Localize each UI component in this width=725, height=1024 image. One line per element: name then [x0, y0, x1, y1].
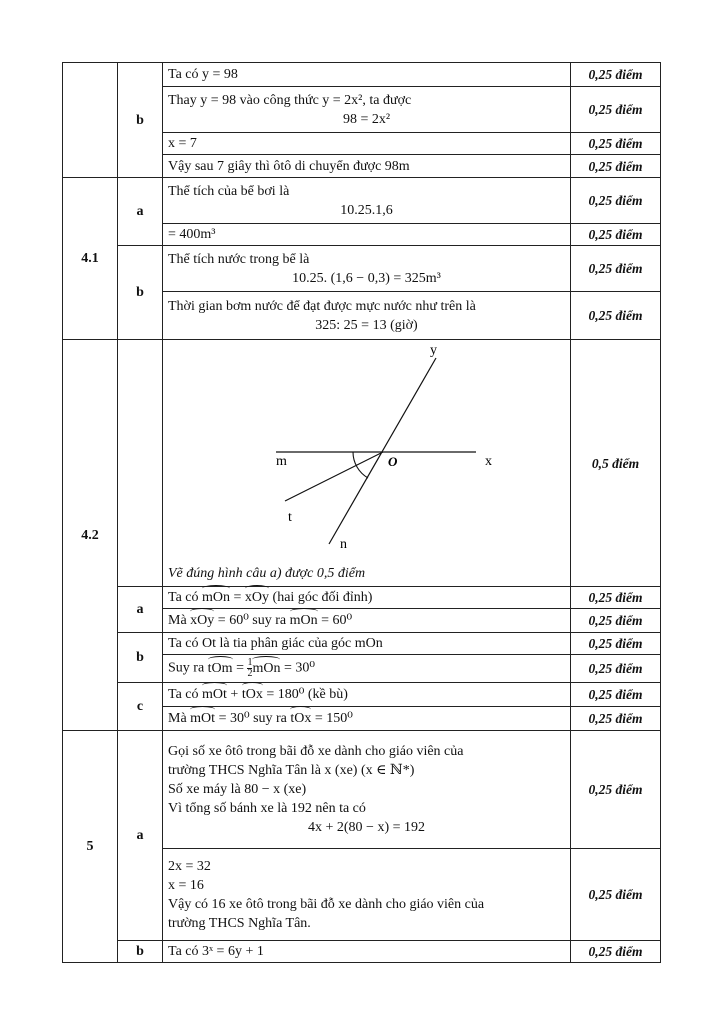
answer-formula: 98 = 2x²	[342, 111, 391, 127]
answer-text: Số xe máy là 80 − x (xe)	[168, 782, 307, 797]
points-label: 0,25 điểm	[571, 655, 661, 683]
part-label: a	[118, 178, 163, 246]
answer-text: Vậy sau 7 giây thì ôtô di chuyển được 98m	[163, 155, 571, 178]
part-cell-empty	[118, 340, 163, 587]
answer-text: trường THCS Nghĩa Tân là x (xe) (x ∈ ℕ*)	[168, 763, 415, 778]
text-segment: = 60⁰ suy ra	[214, 613, 290, 628]
angle-name: mOn	[202, 590, 231, 605]
points-label: 0,25 điểm	[571, 941, 661, 963]
points-label: 0,25 điểm	[571, 707, 661, 731]
text-segment: =	[230, 590, 245, 605]
answer-table	[62, 62, 661, 963]
answer-text: Vậy có 16 xe ôtô trong bãi đỗ xe dành cho giáo viên của	[168, 896, 485, 912]
answer-formula: 4x + 2(80 − x) = 192	[307, 820, 425, 835]
line-yn	[329, 358, 436, 544]
table-row	[63, 246, 661, 292]
answer-text: 2x = 32	[168, 858, 211, 874]
table-row	[63, 941, 661, 963]
table-row	[63, 683, 661, 707]
answer-formula: x = 7	[163, 133, 571, 155]
part-label: b	[118, 941, 163, 963]
answer-cell	[163, 292, 571, 340]
points-label: 0,25 điểm	[571, 633, 661, 655]
part-label: b	[118, 633, 163, 683]
points-label: 0,25 điểm	[571, 587, 661, 609]
angle-name: mOt	[190, 711, 216, 726]
angle-name: tOx	[241, 687, 263, 702]
angle-arc	[353, 452, 368, 478]
answer-cell	[163, 178, 571, 224]
table-row	[63, 340, 661, 587]
text-segment: = 30⁰	[280, 660, 315, 676]
text-segment: (hai góc đối đỉnh)	[269, 590, 373, 605]
part-label: a	[118, 587, 163, 633]
part-label: b	[118, 246, 163, 340]
figure-cell	[163, 340, 571, 587]
points-label: 0,25 điểm	[571, 731, 661, 849]
answer-text: = 400m³	[163, 224, 571, 246]
answer-cell	[163, 731, 571, 849]
text-segment: = 180⁰ (kề bù)	[262, 687, 348, 702]
question-number: 5	[63, 731, 118, 963]
part-label: b	[118, 63, 163, 178]
answer-text: trường THCS Nghĩa Tân.	[168, 915, 311, 931]
question-cell-empty	[63, 63, 118, 178]
text-segment: Ta có	[168, 590, 203, 605]
fraction-denominator: 2	[247, 668, 253, 679]
text-segment: +	[226, 687, 242, 702]
points-label: 0,25 điểm	[571, 683, 661, 707]
angle-name: mOt	[202, 687, 227, 702]
question-number: 4.2	[63, 340, 118, 731]
points-label: 0,25 điểm	[571, 63, 661, 87]
text-segment: = 30⁰ suy ra	[215, 711, 291, 726]
text-segment: Mà	[168, 613, 191, 628]
fraction-numerator: 1	[247, 657, 253, 668]
points-label: 0,5 điểm	[571, 340, 661, 587]
points-label: 0,25 điểm	[571, 292, 661, 340]
answer-cell	[163, 609, 571, 633]
text-segment: Suy ra	[168, 660, 208, 676]
text-segment: = 150⁰	[311, 711, 353, 726]
points-label: 0,25 điểm	[571, 178, 661, 224]
table-row	[63, 587, 661, 609]
answer-cell	[163, 87, 571, 133]
answer-text: x = 16	[168, 877, 204, 893]
answer-formula: 10.25.1,6	[340, 202, 393, 218]
table-row	[63, 633, 661, 655]
table-row	[63, 178, 661, 224]
answer-text: Vì tổng số bánh xe là 192 nên ta có	[168, 801, 366, 816]
angle-name: tOx	[290, 711, 312, 726]
answer-text: Thay y = 98 vào công thức y = 2x², ta được	[168, 92, 412, 108]
answer-text: Ta có y = 98	[163, 63, 571, 87]
label-t: t	[288, 510, 292, 525]
geometry-figure	[168, 341, 564, 556]
points-label: 0,25 điểm	[571, 155, 661, 178]
answer-formula: 325: 25 = 13 (giờ)	[315, 317, 418, 333]
label-o: O	[388, 454, 398, 469]
answer-text: Ta có 3ˣ = 6y + 1	[163, 941, 571, 963]
answer-cell	[163, 587, 571, 609]
points-label: 0,25 điểm	[571, 849, 661, 941]
answer-text: Thời gian bơm nước để đạt được mực nước như trên là	[168, 298, 476, 314]
points-label: 0,25 điểm	[571, 224, 661, 246]
label-x: x	[485, 454, 492, 469]
text-segment: =	[232, 660, 248, 676]
points-label: 0,25 điểm	[571, 133, 661, 155]
answer-cell	[163, 707, 571, 731]
label-y: y	[430, 343, 437, 358]
answer-cell	[163, 655, 571, 683]
answer-cell	[163, 683, 571, 707]
label-m: m	[276, 454, 287, 469]
question-number: 4.1	[63, 178, 118, 340]
points-label: 0,25 điểm	[571, 87, 661, 133]
angle-name: mOn	[289, 613, 318, 628]
table-row	[63, 63, 661, 87]
answer-text: Thể tích của bể bơi là	[168, 183, 290, 199]
answer-cell	[163, 246, 571, 292]
answer-text: Thể tích nước trong bể là	[168, 251, 310, 267]
table-row	[63, 731, 661, 849]
part-label: a	[118, 731, 163, 941]
answer-text: Gọi số xe ôtô trong bãi đỗ xe dành cho giáo viên của	[168, 744, 464, 759]
points-label: 0,25 điểm	[571, 609, 661, 633]
text-segment: Mà	[168, 711, 191, 726]
angle-name: tOm	[207, 660, 233, 676]
points-label: 0,25 điểm	[571, 246, 661, 292]
answer-text: Ta có Ot là tia phân giác của góc mOn	[163, 633, 571, 655]
label-n: n	[340, 537, 347, 552]
answer-formula: 10.25. (1,6 − 0,3) = 325m³	[292, 270, 441, 286]
angle-name: mOn	[252, 660, 281, 676]
figure-caption: Vẽ đúng hình câu a) được 0,5 điểm	[168, 566, 366, 581]
angle-name: xOy	[190, 613, 215, 628]
angle-name: xOy	[244, 590, 270, 605]
answer-cell	[163, 849, 571, 941]
text-segment: Ta có	[168, 687, 203, 702]
text-segment: = 60⁰	[317, 613, 353, 628]
part-label: c	[118, 683, 163, 731]
